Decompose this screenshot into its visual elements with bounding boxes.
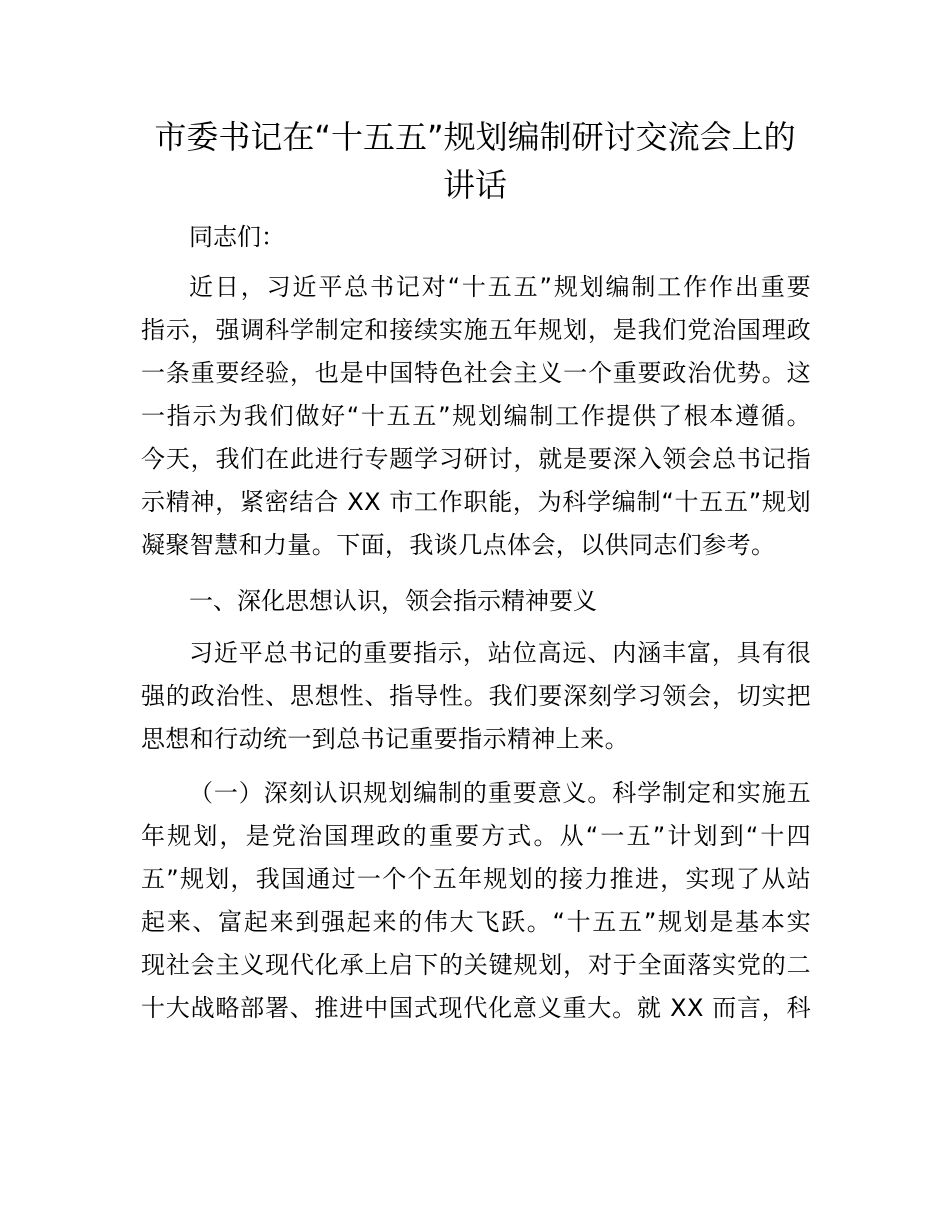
paragraph-line: 现社会主义现代化承上启下的关键规划，对于全面落实党的二 bbox=[141, 951, 811, 979]
paragraph-line: 一指示为我们做好“十五五”规划编制工作提供了根本遵循。 bbox=[141, 402, 811, 430]
page-title bbox=[140, 113, 810, 209]
paragraph-line: （一）深刻认识规划编制的重要意义。科学制定和实施五 bbox=[189, 779, 811, 807]
title-line-1: 市委书记在“十五五”规划编制研讨交流会上的 bbox=[154, 118, 796, 156]
paragraph-2 bbox=[141, 632, 811, 761]
paragraph-1 bbox=[141, 266, 811, 567]
paragraph-3 bbox=[141, 772, 811, 1030]
paragraph-line: 思想和行动统一到总书记重要指示精神上来。 bbox=[141, 725, 629, 753]
paragraph-line: 年规划，是党治国理政的重要方式。从“一五”计划到“十四 bbox=[141, 822, 811, 850]
paragraph-line: 起来、富起来到强起来的伟大飞跃。“十五五”规划是基本实 bbox=[141, 908, 811, 936]
paragraph-line: 近日，习近平总书记对“十五五”规划编制工作作出重要 bbox=[189, 273, 811, 301]
paragraph-line: 十大战略部署、推进中国式现代化意义重大。就 XX 而言，科 bbox=[141, 994, 811, 1022]
section-heading-1: 一、深化思想认识，领会指示精神要义 bbox=[189, 587, 597, 615]
paragraph-line: 今天，我们在此进行专题学习研讨，就是要深入领会总书记指 bbox=[141, 445, 811, 473]
salutation: 同志们： bbox=[189, 223, 285, 251]
paragraph-line: 五”规划，我国通过一个个五年规划的接力推进，实现了从站 bbox=[141, 865, 811, 893]
title-line-2: 讲话 bbox=[442, 166, 507, 204]
paragraph-line: 一条重要经验，也是中国特色社会主义一个重要政治优势。这 bbox=[141, 359, 811, 387]
paragraph-line: 凝聚智慧和力量。下面，我谈几点体会，以供同志们参考。 bbox=[141, 531, 776, 559]
paragraph-line: 习近平总书记的重要指示，站位高远、内涵丰富，具有很 bbox=[189, 639, 811, 667]
paragraph-line: 强的政治性、思想性、指导性。我们要深刻学习领会，切实把 bbox=[141, 682, 811, 710]
paragraph-line: 指示，强调科学制定和接续实施五年规划，是我们党治国理政 bbox=[141, 316, 811, 344]
paragraph-line: 示精神，紧密结合 XX 市工作职能，为科学编制“十五五”规划 bbox=[141, 488, 811, 516]
